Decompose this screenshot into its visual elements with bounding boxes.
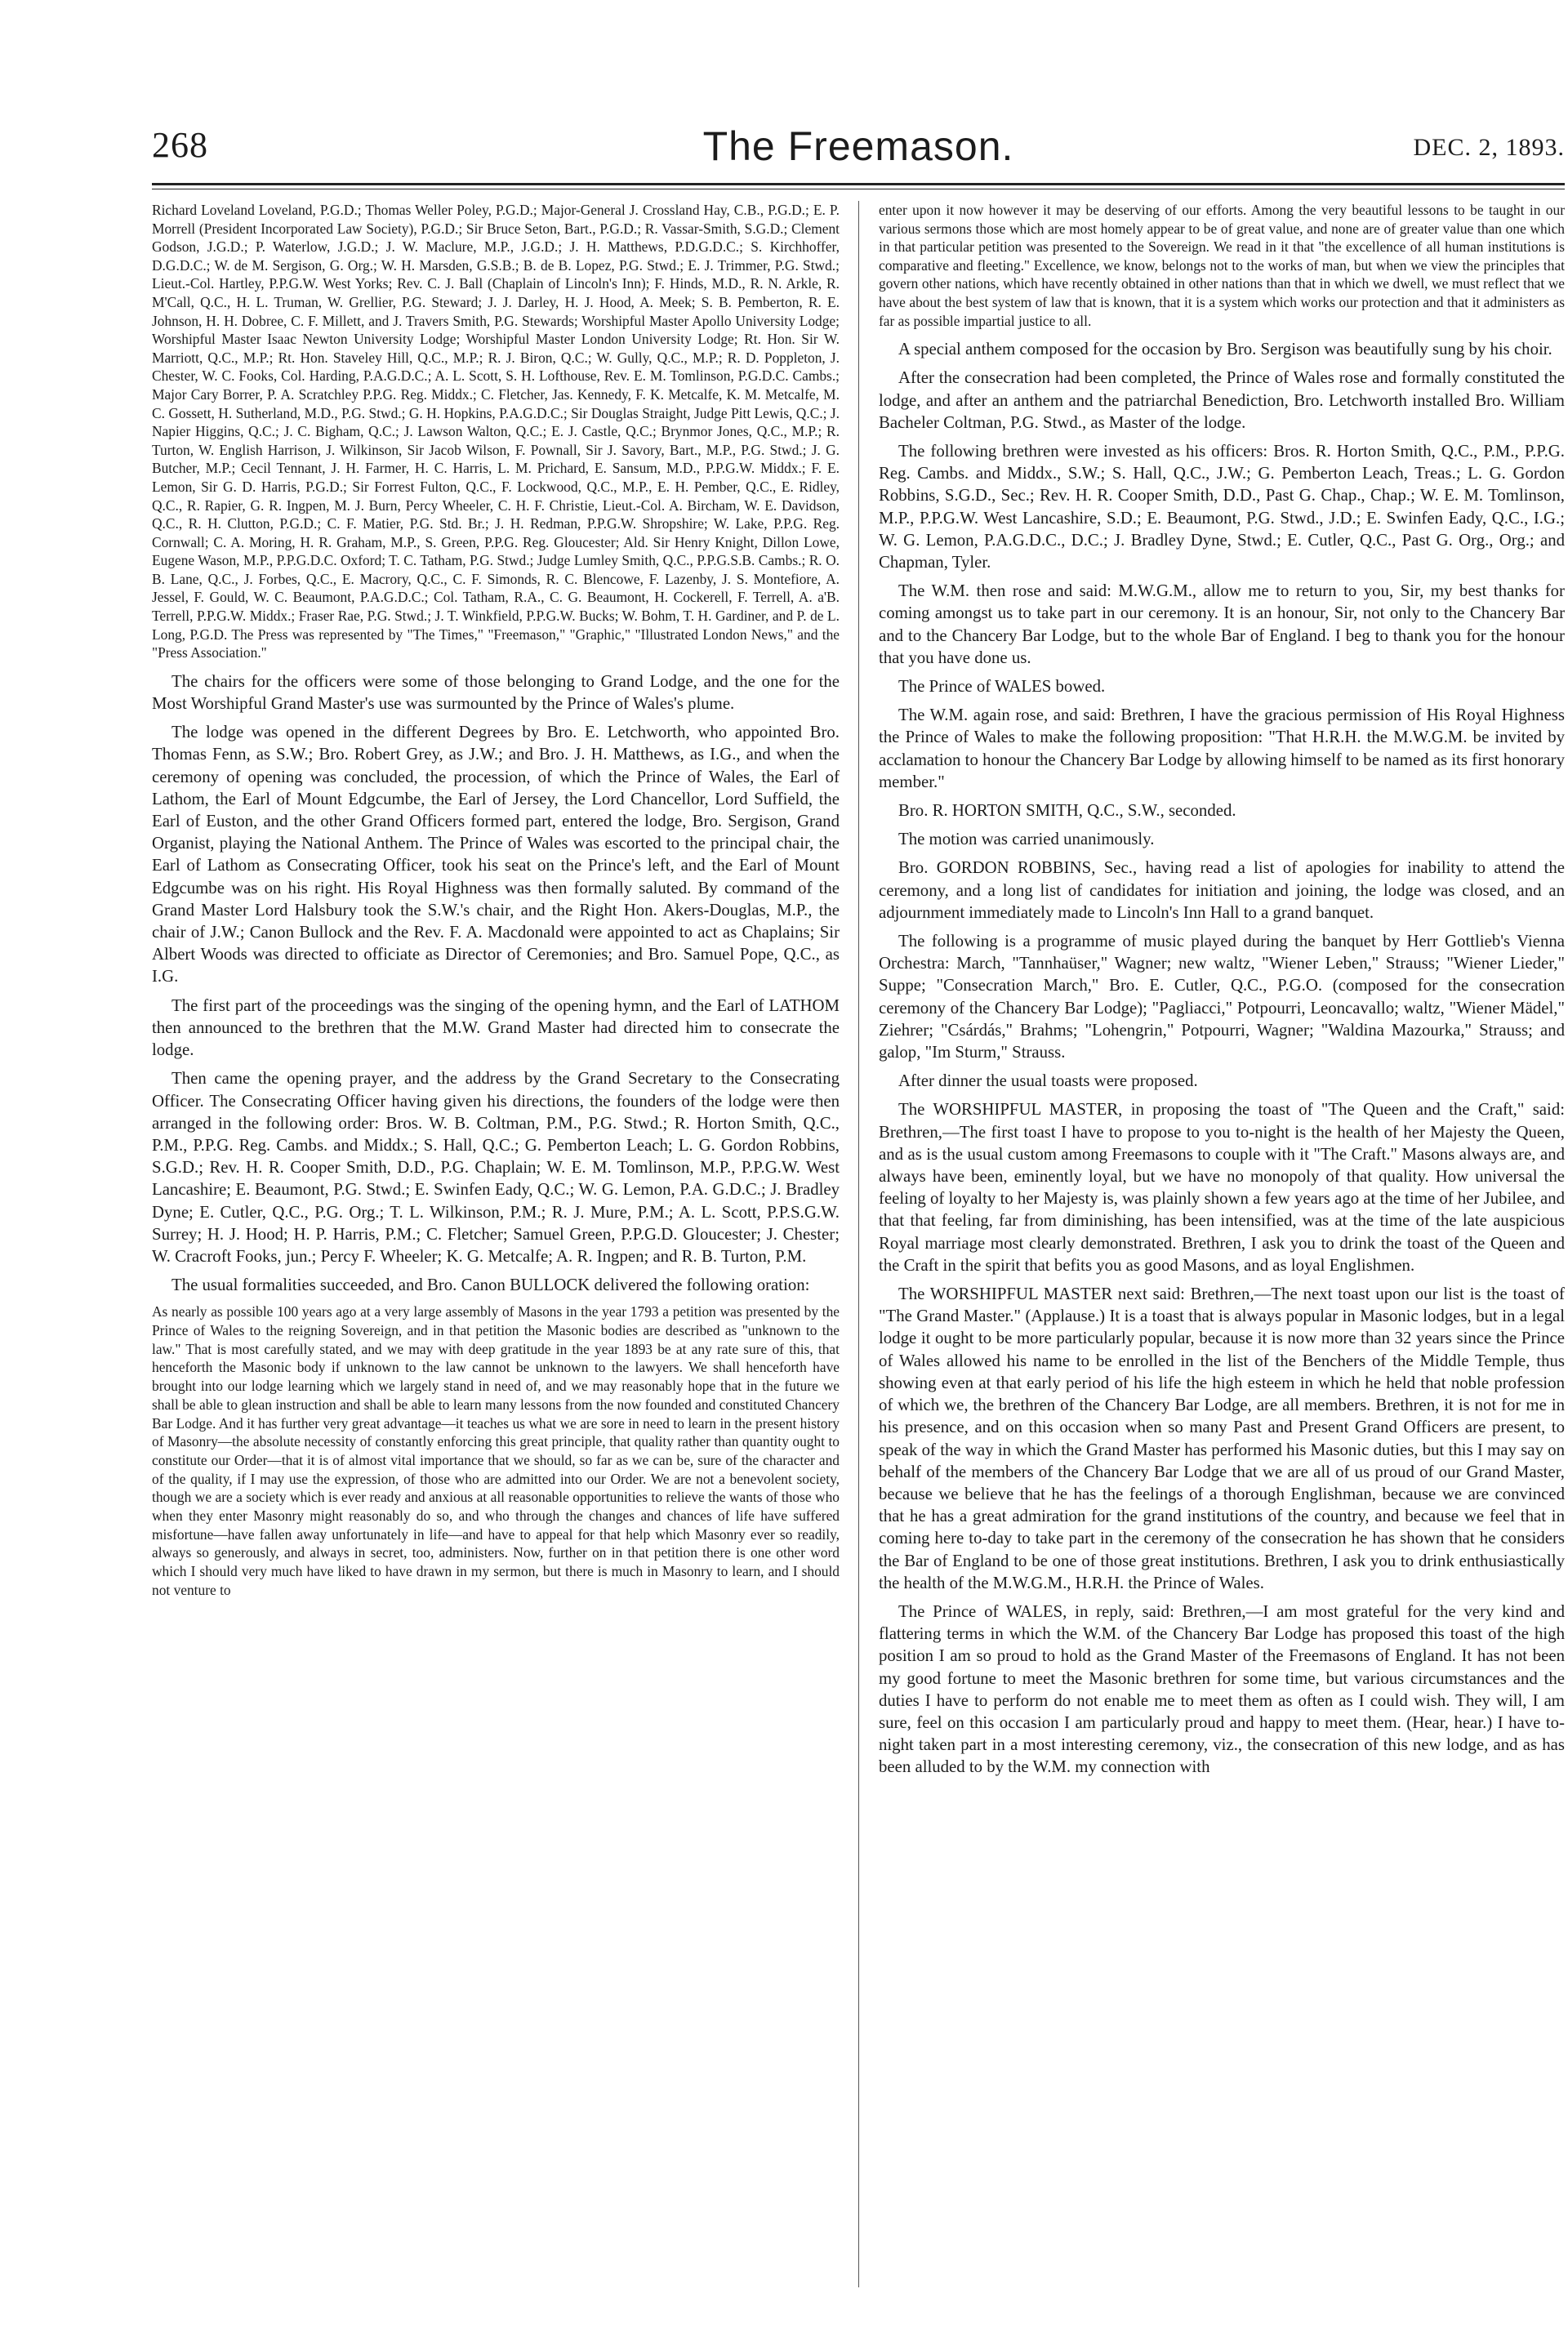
paragraph-proposition: The W.M. again rose, and said: Brethren, I have the gracious permission of His Royal Highness the Prince of Wales to make the following proposition: "That H.R.H. the M.W.G.M. be invited by acclamation to honour the Chancery Bar Lodge by allowing himself to be named as its first honorary member." [879,706,1565,791]
article-columns [152,201,1565,2287]
oration-text: As nearly as possible 100 years ago at a very large assembly of Masons in the year 1793 a petition was presented by the Prince of Wales to the reigning Sovereign, and in that petition the Masonic bodies are described as "unknown to the law." That is most carefully stated, and we may with deep gratitude in the year 1893 be at any rate sure of this, that henceforth the Masonic body if unknown to the law cannot be unknown to the lawyers. We shall henceforth have brought into our lodge learning which we largely stand in need of, and we may reasonably hope that in the future we shall be able to glean instruction and shall be able to learn many lessons from the now founded and constituted Chancery Bar Lodge. And it has further very great advantage—it teaches us what we are sore in need to learn in the present history of Masonry—the absolute necessity of constantly enforcing this great principle, that quality rather than quantity ought to constitute our Order—that it is of almost vital importance that we should, so far as we can be, sure of the character and of the quality, if I may use the expression, of those who are admitted into our Order. We are not a benevolent society, though we are a society which is ever ready and anxious at all reasonable opportunities to relieve the wants of those who when they enter Masonry might reasonably do so, and who through the changes and chances of life have suffered misfortune—have fallen away unfortunately in life—and have to appeal for that help which Masonry ever so readily, always so generously, and always in secret, too, administers. Now, further on in that petition there is one other word which I should very much have liked to have drawn in my sermon, but there is much in Masonry to learn, and I should not venture to [152,1303,840,1598]
paragraph-formalities: The usual formalities succeeded, and Bro. Canon BULLOCK delivered the following oration: [172,1276,810,1295]
oration-continued: enter upon it now however it may be deserving of our efforts. Among the very beautiful lessons to be taught in our various sermons those which are most homely appear to be of great value, and none are of greater value than one which in that particular petition was presented to the Sovereign. We read in it that "the excellence of all human institutions is comparative and fleeting." Excellence, we know, belongs not to the works of man, but when we view the principles that govern other nations, which have recently obtained in other nations than that in which we dwell, we must reflect that we have about the best system of law that is known, that it is a system which works our protection and that it administers as far as possible impartial justice to all. [879,202,1565,329]
paragraph-motion: The motion was carried unanimously. [898,830,1155,849]
column-divider [858,201,859,2287]
newspaper-page [152,122,1565,2295]
paragraph-opening-hymn: The first part of the proceedings was the singing of the opening hymn, and the Earl of LATHOM then announced to the brethren that the M.W. Grand Master had directed him to consecrate the lodge. [152,995,840,1060]
attendance-list: Richard Loveland Loveland, P.G.D.; Thomas Weller Poley, P.G.D.; Major-General J. Crossland Hay, C.B., P.G.D.; E. P. Morrell (President Incorporated Law Society), P.G.D.; Sir Bruce Seton, Bart., P.G.D.; R. Vassar-Smith, S.G.D.; Clement Godson, J.G.D.; P. Waterlow, J.G.D.; J. W. Maclure, M.P., J.G.D.; J. H. Matthews, P.D.G.D.C.; S. Kirchhoffer, D.G.D.C.; W. de M. Sergison, G. Org.; W. H. Marsden, G.S.B.; B. de B. Lopez, P.G. Stwd.; E. J. Trimmer, P.G. Stwd.; Lieut.-Col. Hartley, P.P.G.W. West Yorks; Rev. C. J. Ball (Chaplain of Lincoln's Inn); F. Hinds, M.D., R. N. Arkle, R. M'Call, Q.C., H. L. Truman, W. Grellier, P.G. Steward; J. J. Darley, H. J. Hood, A. Meek; S. B. Pemberton, R. E. Johnson, H. H. Dobree, C. F. Millett, and J. Travers Smith, P.G. Stewards; Worshipful Master Apollo University Lodge; Worshipful Master Isaac Newton University Lodge; Worshipful Master London University Lodge; Rt. Hon. Sir W. Marriott, Q.C., M.P.; Rt. Hon. Staveley Hill, Q.C., M.P.; R. J. Biron, Q.C.; W. Gully, Q.C., M.P.; R. D. Poppleton, J. Chester, W. C. Fooks, Col. Harding, P.A.G.D.C.; A. L. Scott, S. H. Lofthouse, Rev. E. M. Tomlinson, P.G.D.C. Cambs.; Major Cary Borrer, P. A. Scratchley P.P.G. Reg. Middx.; C. Fletcher, Jas. Kennedy, F. K. Metcalfe, K. M. Metcalfe, M. C. Gossett, H. Sutherland, M.D., P.G. Stwd.; G. H. Hopkins, P.A.G.D.C.; Sir Douglas Straight, Judge Pitt Lewis, Q.C.; J. Napier Higgins, Q.C.; J. C. Bigham, Q.C.; J. Lawson Walton, Q.C.; E. J. Castle, Q.C.; Brynmor Jones, Q.C., M.P.; R. Turton, W. English Harrison, J. Wilkinson, Sir Jacob Wilson, F. Pownall, Sir J. Savory, Bart., M.P., P.G. Stwd.; J. G. Butcher, M.P.; Cecil Tennant, J. H. Farmer, H. C. Harris, L. M. Prichard, E. Sansum, M.D., P.P.G.W. Middx.; F. E. Lemon, Sir G. D. Harris, P.G.D.; Sir Forrest Fulton, Q.C., F. Lockwood, Q.C., M.P., E. H. Pember, Q.C., E. Ridley, Q.C., R. Rapier, G. R. Ingpen, M. J. Burn, Percy Wheeler, C. H. F. Christie, Lieut.-Col. A. Bircham, W. E. Davidson, Q.C., R. H. Clutton, P.G.D.; C. F. Matier, P.G. Std. Br.; J. H. Redman, P.P.G.W. Shropshire; W. Lake, P.P.G. Reg. Cornwall; C. A. Moring, H. R. Graham, M.P., S. Green, P.P.G. Reg. Gloucester; Ald. Sir Henry Knight, Dillon Lowe, Eugene Wason, M.P., P.P.G.D.C. Oxford; T. C. Tatham, P.G. Stwd.; Judge Lumley Smith, Q.C., P.P.G.S.B. Cambs.; R. O. B. Lane, Q.C., J. Forbes, Q.C., E. Macrory, Q.C., C. F. Simonds, R. C. Blencowe, F. Lazenby, J. S. Montefiore, A. Jessel, F. Gould, W. C. Beaumont, P.A.G.D.C.; Col. Tatham, R.A., C. G. Beaumont, H. Cockerell, F. Terrell, A. a'B. Terrell, P.P.G.W. Middx.; Fraser Rae, P.G. Stwd.; J. T. Winkfield, P.P.G.W. Bucks; W. Bohm, T. H. Gardiner, and P. de L. Long, P.G.D. The Press was represented by "The Times," "Freemason," "Graphic," "Illustrated London News," and the "Press Association." [152,202,840,661]
issue-date: DEC. 2, 1893. [1413,134,1565,161]
paragraph-seconded: Bro. R. HORTON SMITH, Q.C., S.W., seconded. [898,801,1236,821]
paragraph-consecration: After the consecration had been completed, the Prince of Wales rose and formally constituted the lodge, and after an anthem and the patriarchal Benediction, Bro. Letchworth installed Bro. William Bacheler Coltman, P.G. Stwd., as Master of the lodge. [879,368,1565,432]
paragraph-music-programme: The following is a programme of music played during the banquet by Herr Gottlieb's Vienna Orchestra: March, "Tannhaüser," Wagner; new waltz, "Wiener Leben," Strauss; "Wiener Lieder," Suppe; "Consecration March," Bro. E. Cutler, Q.C., P.G.O. (composed for the consecration ceremony of the Chancery Bar Lodge); "Pagliacci," Potpourri, Leoncavallo; waltz, "Wiener Mädel," Ziehrer; "Csárdás," Brahms; "Lohengrin," Potpourri, Wagner; "Waldina Mazourka," Strauss; and galop, "Im Sturm," Strauss. [879,932,1565,1062]
paragraph-toasts: After dinner the usual toasts were proposed. [898,1071,1198,1091]
right-column [879,201,1565,2287]
paragraph-anthem: A special anthem composed for the occasion by Bro. Sergison was beautifully sung by his choir. [898,340,1552,359]
paragraph-prince-bowed: The Prince of WALES bowed. [898,677,1106,696]
paragraph-wm-speech: The W.M. then rose and said: M.W.G.M., allow me to return to you, Sir, my best thanks for coming amongst us to take part in our ceremony. It is an honour, Sir, not only to the Chancery Bar and to the Chancery Bar Lodge, but to the whole Bar of England. I beg to thank you for the honour that you have done us. [879,581,1565,667]
paragraph-queen-toast: The WORSHIPFUL MASTER, in proposing the toast of "The Queen and the Craft," said: Brethren,—The first toast I have to propose to you to-night is the health of her Majesty the Queen, and as is the usual custom among Freemasons to couple with it "The Craft." Masons always are, and always have been, eminently loyal, but we have no monopoly of that quality. How universal the feeling of loyalty to her Majesty is, was plainly shown a few years ago at the time of her Jubilee, and that that feeling, far from diminishing, has been intensified, was at the time of the late auspicious Royal marriage most clearly demonstrated. Brethren, I ask you to drink the toast of the Queen and the Craft in the spirit that befits you as good Masons, and as loyal Englishmen. [879,1100,1565,1275]
paragraph-grand-master-toast: The WORSHIPFUL MASTER next said: Brethren,—The next toast upon our list is the toast of "The Grand Master." (Applause.) It is a toast that is always popular in Masonic lodges, but in a legal lodge it ought to be more particularly popular, because it is now more than 32 years since the Prince of Wales allowed his name to be enrolled in the list of the Benchers of the Middle Temple, thus showing even at that early period of his life the high esteem in which he held that noble profession of which we, the brethren of the Chancery Bar Lodge, are all members. Brethren, it is not for me in his presence, and on this occasion when so many Past and Present Grand Officers are present, to speak of the way in which the Grand Master has performed his Masonic duties, but this I may say on behalf of the members of the Chancery Bar Lodge that we are all of us proud of our Grand Master, because we believe that he has the feelings of a thorough Englishman, because we are convinced that he has a great admiration for the grand institutions of the country, and because we feel that in coming here to-day to take part in the ceremony of the consecration he has shown that he considers the Bar of England to be one of those great institutions. Brethren, I ask you to drink enthusiastically the health of the M.W.G.M., H.R.H. the Prince of Wales. [879,1285,1565,1592]
paragraph-chairs: The chairs for the officers were some of those belonging to Grand Lodge, and the one for the Most Worshipful Grand Master's use was surmounted by the Prince of Wales's plume. [152,671,840,714]
masthead [152,122,1565,185]
paragraph-officers: The following brethren were invested as his officers: Bros. R. Horton Smith, Q.C., P.M., P.P.G. Reg. Cambs. and Middx., S.W.; S. Hall, Q.C., J.W.; G. Pemberton Leach, Treas.; L. G. Gordon Robbins, S.G.D., Sec.; Rev. H. R. Cooper Smith, D.D., Past G. Chap., Chap.; W. E. M. Tomlinson, M.P., P.P.G.W. West Lancashire, S.D.; E. Beaumont, P.G. Stwd., J.D.; E. Swinfen Eady, Q.C., I.G.; W. G. Lemon, P.A.G.D.C., D.C.; J. Bradley Dyne, Stwd.; E. Cutler, Q.C., Past G. Org., Org.; and Chapman, Tyler. [879,441,1565,572]
page-number: 268 [152,125,208,165]
paragraph-founders: Then came the opening prayer, and the address by the Grand Secretary to the Consecrating Officer. The Consecrating Officer having given his directions, the founders of the lodge were then arranged in the following order: Bros. W. B. Coltman, P.M., P.G. Stwd.; R. Horton Smith, Q.C., P.M., P.P.G. Reg. Cambs. and Middx.; S. Hall, Q.C.; G. Pemberton Leach; L. G. Gordon Robbins, S.G.D.; Rev. H. R. Cooper Smith, D.D., P.G. Chaplain; W. E. M. Tomlinson, M.P., P.P.G.W. West Lancashire; E. Beaumont, P.G. Stwd.; E. Swinfen Eady, Q.C.; W. G. Lemon, P.A. G.D.C.; J. Bradley Dyne; E. Cutler, Q.C., P.G. Org.; T. L. Wilkinson, P.M.; R. J. Mure, P.M.; A. L. Scott, P.P.S.G.W. Surrey; H. J. Hood; H. P. Harris, P.M.; C. Fletcher; Samuel Green, P.P.G.D. Gloucester; J. Chester; W. Cracroft Fooks, jun.; Percy F. Wheeler; K. G. Metcalfe; A. R. Ingpen; and R. B. Turton, P.M. [152,1069,840,1266]
publication-title: The Freemason. [702,123,1014,169]
paragraph-lodge-opened: The lodge was opened in the different Degrees by Bro. E. Letchworth, who appointed Bro. Thomas Fenn, as S.W.; Bro. Robert Grey, as J.W.; and Bro. J. H. Matthews, as I.G., and when the ceremony of opening was concluded, the procession, of which the Prince of Wales, the Earl of Lathom, the Earl of Mount Edgcumbe, the Earl of Jersey, the Lord Chancellor, Lord Suffield, the Earl of Euston, and the other Grand Officers formed part, entered the lodge, Bro. Sergison, Grand Organist, playing the National Anthem. The Prince of Wales was escorted to the principal chair, the Earl of Lathom as Consecrating Officer, took his seat on the Prince's left, and the Earl of Mount Edgcumbe was on his right. His Royal Highness was then formally saluted. By command of the Grand Master Lord Halsbury took the S.W.'s chair, and the Right Hon. Akers-Douglas, M.P., the chair of J.W.; Canon Bullock and the Rev. F. A. Macdonald were appointed to act as Chaplains; Sir Albert Woods was directed to officiate as Director of Ceremonies; and Bro. Samuel Pope, Q.C., as I.G. [152,723,840,986]
left-column [152,201,840,2287]
paragraph-apologies: Bro. GORDON ROBBINS, Sec., having read a list of apologies for inability to attend the ceremony, and a long list of candidates for initiation and joining, the lodge was closed, and an adjournment immediately made to Lincoln's Inn Hall to a grand banquet. [879,858,1565,922]
paragraph-prince-reply: The Prince of WALES, in reply, said: Brethren,—I am most grateful for the very kind and flattering terms in which the W.M. of the Chancery Bar Lodge has proposed this toast of the high position I am so proud to hold as the Grand Master of the Freemasons of England. It has not been my good fortune to meet the Masonic brethren for some time, but various circumstances and the duties I have to perform do not enable me to meet them as often as I could wish. They will, I am sure, feel on this occasion I am particularly proud and happy to meet them. (Hear, hear.) I have to-night taken part in a most interesting ceremony, viz., the consecration of this new lodge, and as has been alluded to by the W.M. my connection with [879,1601,1565,1777]
